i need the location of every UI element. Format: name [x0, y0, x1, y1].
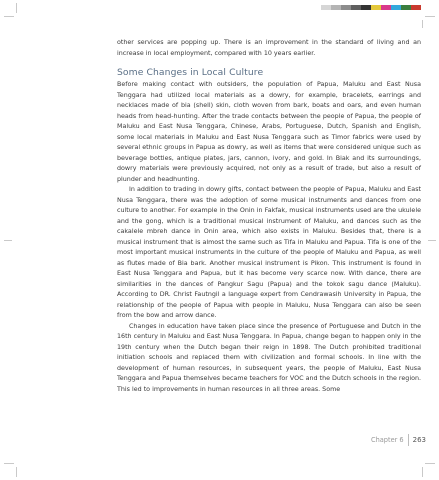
paragraph-dowry: Before making contact with outsiders, the population of Papua, Maluku and East Nusa Tenggara had utilized local materials as a dowry, for example, bracelets, earrings and necklaces made of bia (shell) skin, cloth woven from bark, boats and oars, and even human heads from head-hunting. After the trade contacts between the people of Papua, the people of Maluku and East Nusa Tenggara, Chinese, Arabs, Portuguese, Dutch, Spanish and English, some local materials in Maluku and East Nusa Tenggara such as Timor fabrics were used by several ethnic groups in Papua as dowry, as well as items that were considered unique such as beverage bottles, antique plates, jars, cannon, ivory, and gold. In Biak and its surroundings, dowry materials were previously acquired, not only as a result of trade, but also a result of plunder and headhunting. [117, 81, 421, 183]
intro-paragraph: other services are popping up. There is an improvement in the standard of living and an increase in local employment, compared with 10 years earlier. [117, 39, 421, 57]
color-swatch [371, 5, 381, 10]
body-text-column [117, 38, 421, 395]
footer-divider [408, 434, 409, 446]
page-footer [330, 434, 426, 446]
crop-mark-bottom-left-v [16, 467, 17, 477]
color-swatch [401, 5, 411, 10]
color-swatch [331, 5, 341, 10]
color-swatch [361, 5, 371, 10]
color-swatch [321, 5, 331, 10]
color-swatch [381, 5, 391, 10]
crop-mark-top-left-h [4, 16, 14, 17]
color-swatch [411, 5, 421, 10]
section-heading: Some Changes in Local Culture [117, 67, 264, 78]
crop-mark-top-right-h [425, 16, 435, 17]
paragraph-music-dance: In addition to trading in dowry gifts, contact between the people of Papua, Maluku and East Nusa Tenggara, there was the adoption of some musical instruments and dances from one culture to another. For example in the Onin in Fakfak, musical instruments used are the ukulele and the gong, which is a traditional musical instrument of Maluku, and dances such as the cakalele mbreh dance in Onin area, which also exists in Maluku. Besides that, there is a musical instrument that is almost the same such as Tifa in Maluku and Papua. Tifa is one of the most important musical instruments in the culture of the people of Maluku and Papua, as well as flutes made of Bia bark. Another musical instrument is Pikon. This instrument is found in East Nusa Tenggara and Papua, but it has become very scarce now. With dance, there are similarities in the dances of Pangkur Sagu (Papua) and the tokok sagu dance (Maluku). According to DR. Christ Fautngil a language expert from Cendrawasih University in Papua, the relationship of the people of Papua with people in Maluku, Nusa Tenggara can also be seen from the bow and arrow dance. [117, 186, 421, 319]
crop-mark-top-left-v [16, 3, 17, 13]
color-swatch [351, 5, 361, 10]
crop-mark-bottom-left-h [4, 463, 14, 464]
crop-mark-middle-left [4, 240, 12, 241]
printer-color-bar [321, 5, 421, 10]
crop-mark-bottom-right-v [422, 467, 423, 477]
color-swatch [391, 5, 401, 10]
color-swatch [341, 5, 351, 10]
crop-mark-top-right-v [422, 20, 423, 28]
crop-mark-middle-right [428, 240, 436, 241]
crop-mark-bottom-right-h [425, 463, 435, 464]
chapter-label: Chapter 6 [370, 436, 404, 444]
page-number: 263 [412, 436, 426, 444]
paragraph-education: Changes in education have taken place since the presence of Portuguese and Dutch in the 16th century in Maluku and East Nusa Tenggara. In Papua, change began to happen only in the 19th century when the Dutch began their reign in 1898. The Dutch prohibited traditional initiation schools and replaced them with civilization and formal schools. In line with the development of human resources, in subsequent years, the people of Maluku, East Nusa Tenggara and Papua themselves became teachers for VOC and the Dutch schools in the region. This led to improvements in human resources in all three areas. Some [117, 322, 421, 393]
